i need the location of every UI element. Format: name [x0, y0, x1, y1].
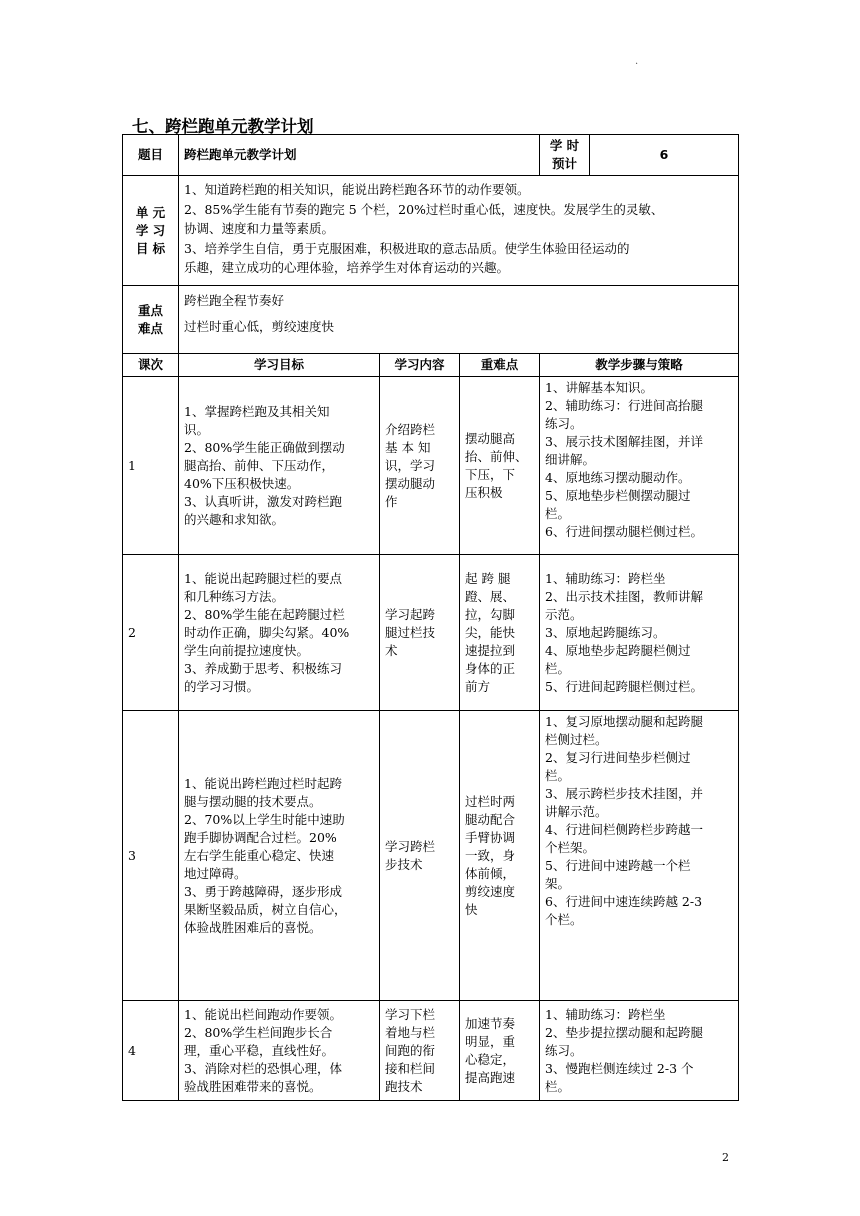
lesson-key-points: [460, 377, 540, 555]
lesson-content: [380, 555, 460, 711]
text-line: 心稳定，: [465, 1051, 516, 1067]
text-line: 速提拉到: [465, 642, 516, 658]
text-line: 跑手脚协调配合过栏。20%: [184, 829, 337, 845]
text-line: 学习起跨: [385, 606, 436, 622]
text-line: 架。: [545, 876, 571, 891]
text-line: 体验战胜困难后的喜悦。: [184, 919, 322, 935]
key-point-line: 过栏时重心低，剪绞速度快: [184, 319, 335, 334]
text-line: 2、80%学生能正确做到摆动: [184, 439, 345, 455]
text-line: 3、展示跨栏步技术挂图，并: [545, 786, 703, 801]
text-line: 3、展示技术图解挂图，并详: [545, 434, 703, 449]
text-line: 细讲解。: [545, 452, 596, 467]
text-line: 学习下栏: [385, 1006, 436, 1022]
hours-label: [540, 135, 590, 176]
text-line: 3、原地起跨腿练习。: [545, 624, 666, 640]
text-line: 3、慢跑栏侧连续过 2-3 个: [545, 1060, 694, 1076]
col-steps: 教学步骤与策略: [540, 354, 739, 377]
text-line: 着地与栏: [385, 1024, 436, 1040]
text-line: 拉，勾脚: [465, 606, 516, 622]
goals-label: [123, 176, 179, 286]
lesson-objectives: [179, 711, 380, 1001]
text-line: 1、掌握跨栏跑及其相关知: [184, 403, 330, 419]
text-line: 介绍跨栏: [385, 421, 436, 437]
topic-value: 跨栏跑单元教学计划: [179, 135, 540, 176]
goal-line: 2、85%学生能有节奏的跑完 5 个栏，20%过栏时重心低，速度快。发展学生的灵敏、: [184, 201, 664, 217]
text-line: 40%下压积极快速。: [184, 475, 300, 491]
key-point-line: 跨栏跑全程节奏好: [184, 293, 285, 308]
text-line: 2、70%以上学生时能中速助: [184, 811, 345, 827]
text-line: 腿与摆动腿的技术要点。: [184, 793, 322, 809]
text-line: 腿过栏技: [385, 624, 436, 640]
topic-label: 题目: [123, 135, 179, 176]
text-line: 个栏。: [545, 912, 583, 927]
text-line: 3、认真听讲，激发对跨栏跑: [184, 493, 342, 509]
text-line: 5、行进间起跨腿栏侧过栏。: [545, 678, 703, 694]
text-line: 学生向前提拉速度快。: [184, 642, 310, 658]
text-line: 5、原地垫步栏侧摆动腿过: [545, 488, 691, 503]
page-dot: .: [635, 56, 639, 67]
text-line: 蹬、展、: [465, 588, 516, 604]
col-objectives: 学习目标: [179, 354, 380, 377]
text-line: 栏侧过栏。: [545, 732, 608, 747]
text-line: 尖，能快: [465, 624, 516, 640]
goal-line: 协调、速度和力量等素质。: [184, 221, 335, 236]
text-line: 1、能说出栏间跑动作要领。: [184, 1006, 342, 1022]
text-line: 体前倾，: [465, 865, 516, 881]
text-line: 识，学习: [385, 457, 436, 473]
text-line: 一致，身: [465, 847, 516, 863]
lesson-key-points: [460, 711, 540, 1001]
text-line: 理，重心平稳，直线性好。: [184, 1042, 335, 1058]
key-points-label-line: 难点: [137, 320, 163, 336]
text-line: 1、能说出跨栏跑过栏时起跨: [184, 775, 342, 791]
goal-line: 3、培养学生自信，勇于克服困难，积极进取的意志品质。使学生体验田径运动的: [184, 240, 630, 256]
text-line: 栏。: [545, 506, 571, 521]
text-line: 抬、前伸、: [465, 448, 528, 464]
lesson-objectives: [179, 1001, 380, 1101]
lesson-objectives: [179, 377, 380, 555]
text-line: 示范。: [545, 606, 583, 622]
text-line: 2、80%学生能在起跨腿过栏: [184, 606, 345, 622]
text-line: 左右学生能重心稳定、快速: [184, 847, 335, 863]
col-content: 学习内容: [380, 354, 460, 377]
lesson-key-points: [460, 555, 540, 711]
text-line: 2、垫步提拉摆动腿和起跨腿: [545, 1024, 703, 1040]
text-line: 3、消除对栏的恐惧心理，体: [184, 1060, 342, 1076]
text-line: 2、辅助练习：行进间高抬腿: [545, 398, 703, 413]
text-line: 3、勇于跨越障碍，逐步形成: [184, 883, 342, 899]
text-line: 和几种练习方法。: [184, 588, 285, 604]
text-line: 栏。: [545, 660, 571, 676]
lesson-content: [380, 711, 460, 1001]
goal-line: 乐趣，建立成功的心理体验，培养学生对体育运动的兴趣。: [184, 260, 510, 275]
goals-label-line: 单 元: [135, 204, 166, 220]
goal-line: 1、知道跨栏跑的相关知识，能说出跨栏跑各环节的动作要领。: [184, 182, 530, 197]
unit-plan-table: [122, 134, 739, 1101]
text-line: 5、行进间中速跨越一个栏: [545, 858, 691, 873]
text-line: 练习。: [545, 416, 583, 431]
text-line: 验战胜困难带来的喜悦。: [184, 1078, 322, 1094]
lesson-number: 1: [123, 377, 179, 555]
text-line: 4、行进间栏侧跨栏步跨越一: [545, 822, 703, 837]
table-row: [123, 555, 739, 711]
table-row: [123, 711, 739, 1001]
lesson-number: 2: [123, 555, 179, 711]
lesson-number: 4: [123, 1001, 179, 1101]
text-line: 腿高抬、前伸、下压动作，: [184, 457, 335, 473]
table-row: [123, 377, 739, 555]
text-line: 提高跑速: [465, 1069, 516, 1085]
table-row: [123, 1001, 739, 1101]
hours-value: 6: [590, 135, 739, 176]
text-line: 1、讲解基本知识。: [545, 380, 653, 395]
text-line: 2、出示技术挂图，教师讲解: [545, 588, 703, 604]
lesson-steps: [540, 1001, 739, 1101]
text-line: 摆动腿动: [385, 475, 436, 491]
key-points-text: [179, 286, 739, 354]
text-line: 1、辅助练习：跨栏坐: [545, 1006, 666, 1022]
text-line: 2、复习行进间垫步栏侧过: [545, 750, 691, 765]
text-line: 6、行进间中速连续跨越 2-3: [545, 894, 703, 909]
text-line: 压积极: [465, 484, 503, 500]
text-line: 跑技术: [385, 1078, 423, 1094]
text-line: 步技术: [385, 856, 423, 872]
lesson-steps: [540, 377, 739, 555]
text-line: 间跑的衔: [385, 1042, 436, 1058]
hours-label-line: 学 时: [549, 138, 580, 153]
text-line: 的学习习惯。: [184, 678, 260, 694]
text-line: 栏。: [545, 1078, 571, 1094]
lesson-key-points: [460, 1001, 540, 1101]
text-line: 作: [385, 493, 398, 509]
text-line: 的兴趣和求知欲。: [184, 511, 285, 527]
lesson-number: 3: [123, 711, 179, 1001]
text-line: 识。: [184, 421, 210, 437]
col-lesson: 课次: [123, 354, 179, 377]
lesson-content: [380, 377, 460, 555]
text-line: 3、养成勤于思考、积极练习: [184, 660, 342, 676]
text-line: 摆动腿高: [465, 430, 516, 446]
text-line: 2、80%学生栏间跑步长合: [184, 1024, 333, 1040]
text-line: 身体的正: [465, 660, 516, 676]
goals-label-line: 目 标: [135, 240, 166, 256]
section-title: 七、跨栏跑单元教学计划: [132, 117, 314, 136]
text-line: 6、行进间摆动腿栏侧过栏。: [545, 524, 703, 539]
text-line: 时动作正确，脚尖勾紧。40%: [184, 624, 350, 640]
text-line: 4、原地垫步起跨腿栏侧过: [545, 642, 691, 658]
text-line: 1、能说出起跨腿过栏的要点: [184, 570, 342, 586]
col-key-points: 重难点: [460, 354, 540, 377]
hours-label-line: 预计: [551, 156, 577, 171]
text-line: 术: [385, 642, 398, 658]
goals-label-line: 学 习: [135, 222, 166, 238]
key-points-row: [123, 286, 739, 354]
text-line: 剪绞速度: [465, 883, 516, 899]
text-line: 接和栏间: [385, 1060, 436, 1076]
text-line: 栏。: [545, 768, 571, 783]
page-number: 2: [722, 1151, 729, 1164]
text-line: 过栏时两: [465, 793, 516, 809]
column-header-row: [123, 354, 739, 377]
lesson-content: [380, 1001, 460, 1101]
text-line: 1、复习原地摆动腿和起跨腿: [545, 714, 703, 729]
text-line: 1、辅助练习：跨栏坐: [545, 570, 666, 586]
text-line: 手臂协调: [465, 829, 516, 845]
text-line: 学习跨栏: [385, 838, 436, 854]
lesson-steps: [540, 711, 739, 1001]
text-line: 果断坚毅品质，树立自信心，: [184, 901, 347, 917]
text-line: 个栏架。: [545, 840, 596, 855]
text-line: 讲解示范。: [545, 804, 608, 819]
text-line: 快: [465, 901, 478, 917]
lesson-objectives: [179, 555, 380, 711]
text-line: 地过障碍。: [184, 865, 247, 881]
header-row: [123, 135, 739, 176]
lesson-steps: [540, 555, 739, 711]
key-points-label-line: 重点: [137, 302, 163, 318]
goals-text: [179, 176, 739, 286]
text-line: 前方: [465, 678, 491, 694]
goals-row: [123, 176, 739, 286]
text-line: 起 跨 腿: [465, 570, 511, 586]
text-line: 练习。: [545, 1042, 583, 1058]
key-points-label: [123, 286, 179, 354]
text-line: 4、原地练习摆动腿动作。: [545, 470, 691, 485]
text-line: 下压，下: [465, 466, 516, 482]
text-line: 基 本 知: [385, 439, 431, 455]
text-line: 加速节奏: [465, 1015, 516, 1031]
text-line: 腿动配合: [465, 811, 516, 827]
text-line: 明显，重: [465, 1033, 516, 1049]
